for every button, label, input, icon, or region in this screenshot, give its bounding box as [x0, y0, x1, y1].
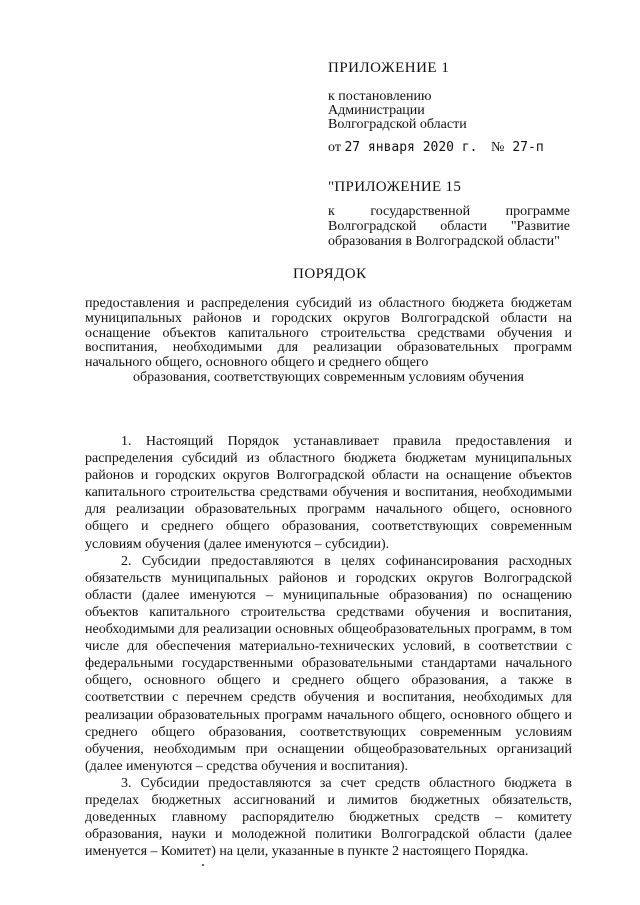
paragraph-1: 1. Настоящий Порядок устанавливает правила предоставления и распределения субсидий из областного бюджета бюджетам муниципальных районов и городских округов Волгоградской области на оснащение объектов капитального строительства средствами обучения и воспитания, необходимыми для реализации образовательных программ начального общего, основного общего и среднего общего образования, соответствующих современным условиям обучения (далее именуются – субсидии). [85, 434, 572, 552]
subtitle-main: предоставления и распределения субсидий из областного бюджета бюджетам муниципальных районов и городских округов Волгоградской области на оснащение объектов капитального строительства средствами обучения и воспитания, необходимыми для реализации образовательных программ начального общего, основного общего и среднего общего [85, 296, 572, 371]
document-body [85, 433, 572, 860]
appendix-reference [328, 90, 467, 132]
resolution-date: 27 января 2020 г. [344, 140, 478, 155]
reference-line: к постановлению [328, 89, 432, 104]
number-label: № [491, 140, 505, 155]
resolution-date-line [328, 140, 544, 156]
scan-speck [202, 864, 204, 866]
paragraph-3: 3. Субсидии предоставляются за счет средств областного бюджета в пределах бюджетных ассигнований и лимитов бюджетных обязательств, доведенных главному распорядителю бюджетных средств – комитету образования, науки и молодежной политики Волгоградской области (далее именуется – Комитет) на цели, указанные в пункте 2 настоящего Порядка. [85, 775, 572, 860]
document-subtitle [85, 297, 572, 386]
resolution-number [491, 140, 544, 156]
appendix15-text: к государственной программе Волгоградской области "Развитие образования в Волгоградской области" [328, 204, 570, 249]
reference-line: Администрации [328, 103, 425, 118]
appendix15-title: "ПРИЛОЖЕНИЕ 15 [328, 179, 462, 195]
number-value: 27-п [512, 140, 544, 155]
date-prefix: от [328, 140, 341, 155]
paragraph-2: 2. Субсидии предоставляются в целях софинансирования расходных обязательств муниципальных районов и городских округов Волгоградской области (далее именуются – муниципальные образования) по оснащению объектов капитального строительства средствами обучения и воспитания, необходимыми для реализации основных общеобразовательных программ, в том числе для обеспечения материально-технических условий, в соответствии с федеральными государственными образовательными стандартами начального общего, основного общего и среднего общего образования, а также в соответствии с перечнем средств обучения и воспитания, необходимых для реализации образовательных программ начального общего, основного общего и среднего общего образования, соответствующих современным условиям обучения, необходимым при оснащении общеобразовательных организаций (далее именуются – средства обучения и воспитания). [85, 553, 572, 774]
document-heading: ПОРЯДОК [293, 266, 367, 282]
subtitle-last-line: образования, соответствующих современным условиям обучения [133, 369, 524, 385]
appendix-title: ПРИЛОЖЕНИЕ 1 [328, 60, 450, 76]
reference-line: Волгоградской области [328, 117, 467, 132]
